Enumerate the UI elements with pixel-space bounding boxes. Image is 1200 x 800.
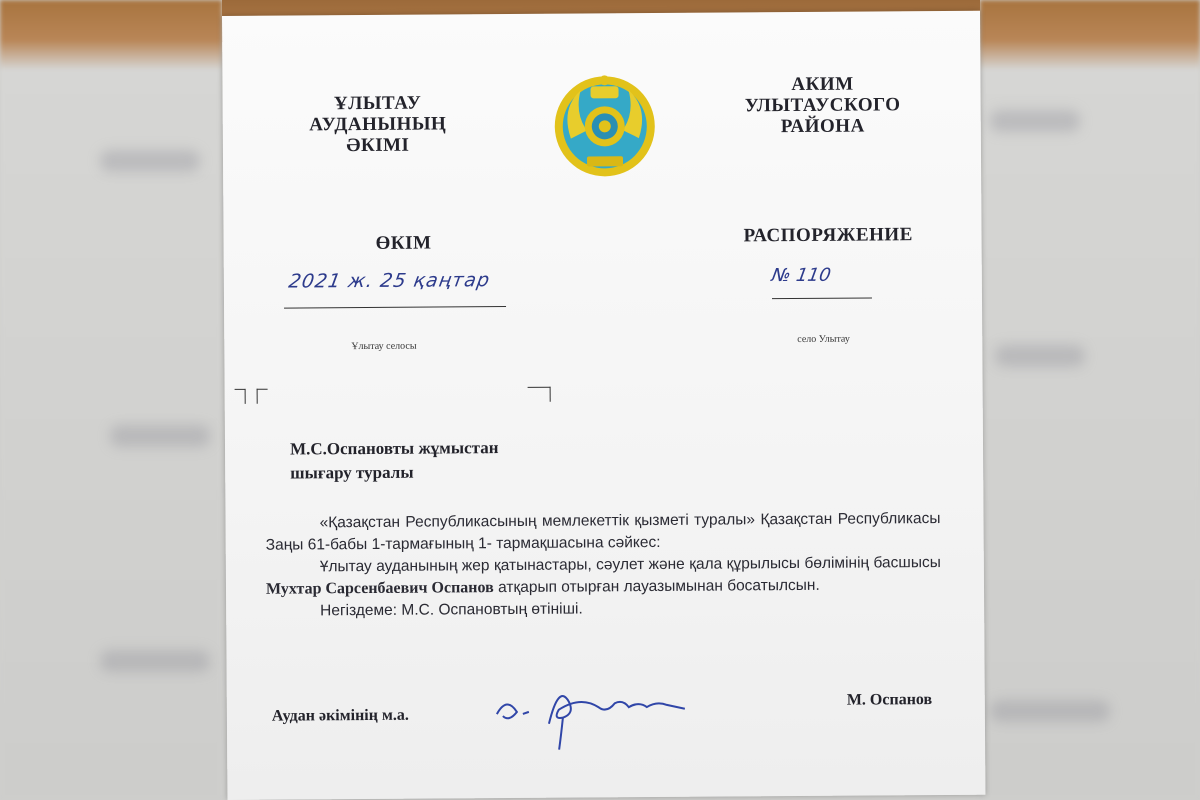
background-left (0, 0, 222, 800)
place-russian: село Улытау (797, 333, 850, 345)
corner-mark (235, 389, 246, 404)
document-subject (290, 436, 499, 485)
blurred-text (100, 150, 200, 172)
blurred-text (100, 650, 210, 672)
blurred-text (990, 110, 1080, 132)
kazakhstan-emblem-icon (550, 68, 659, 181)
header-left-line: АУДАНЫНЫҢ (309, 113, 447, 136)
handwritten-signature-icon (489, 673, 700, 754)
subject-line: шығару туралы (290, 462, 414, 483)
person-name: Мухтар Сарсенбаевич Оспанов (265, 579, 494, 598)
body-paragraph-3: Негіздеме: М.С. Оспановтың өтініші. (320, 600, 583, 620)
handwritten-number: № 110 (770, 264, 833, 287)
doc-type-russian: РАСПОРЯЖЕНИЕ (743, 224, 913, 247)
document-page (222, 11, 985, 800)
blurred-text (110, 425, 210, 447)
body-text-span: атқарып отырған лауазымынан босатылсын. (493, 576, 820, 597)
signatory-title: Аудан әкімінің м.а. (271, 706, 409, 725)
signatory-name: М. Оспанов (846, 691, 933, 709)
body-text-span: Ұлытау ауданының жер қатынастары, сәулет және қала құрылысы бөлімінің басшысы (319, 553, 941, 576)
header-right (707, 73, 937, 138)
blurred-text (990, 700, 1110, 722)
header-left-line: ҰЛЫТАУ (333, 92, 422, 115)
corner-mark (257, 389, 268, 404)
header-right-line: УЛЫТАУСКОГО (744, 94, 901, 117)
handwritten-date: 2021 ж. 25 қаңтар (286, 269, 492, 293)
corner-mark (528, 387, 551, 402)
header-right-line: АКИМ (791, 73, 854, 96)
header-left-line: ӘКІМІ (346, 134, 410, 157)
place-kazakh: Ұлытау селосы (351, 340, 417, 353)
body-paragraph-1: «Қазақстан Республикасының мемлекеттік қызметі туралы» Қазақстан Республикасы Заңы 61-бабы 1-тармағының 1- тармақшасына сәйкес: (265, 509, 941, 554)
header-right-line: РАЙОНА (780, 115, 865, 138)
document-body (265, 508, 941, 623)
blurred-text (995, 345, 1085, 367)
subject-line: М.С.Оспановты жұмыстан (289, 438, 499, 459)
body-paragraph-2 (266, 552, 941, 601)
doc-type-kazakh: ӨКІМ (375, 232, 432, 254)
header-left (288, 92, 468, 156)
